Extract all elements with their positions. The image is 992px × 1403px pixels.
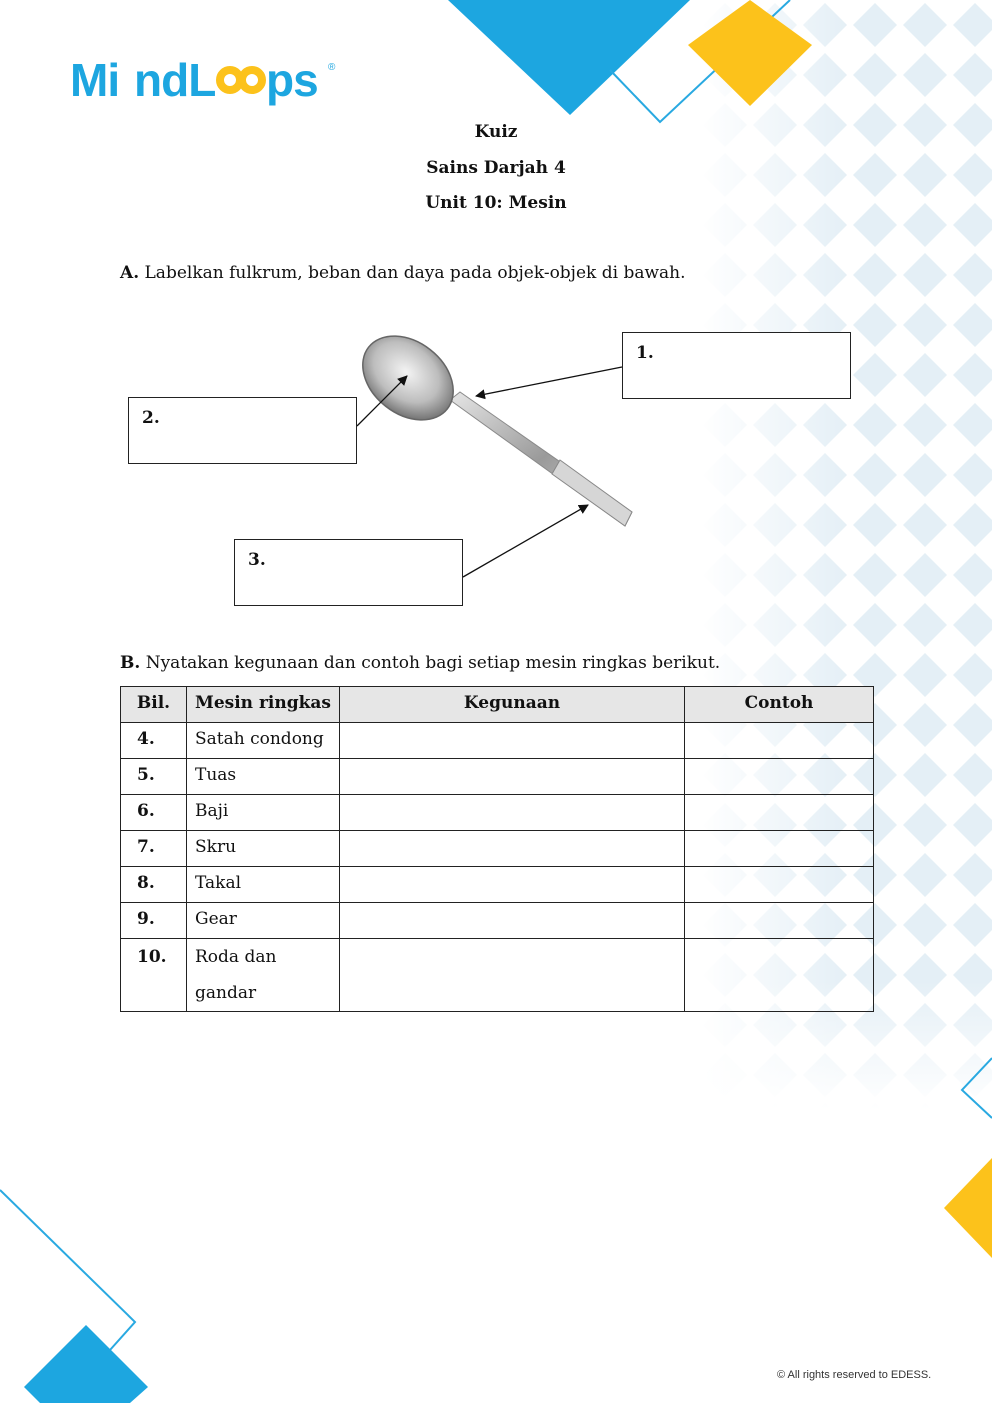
unit-title: Unit 10: Mesin — [425, 193, 567, 213]
svg-text:®: ® — [328, 62, 336, 73]
spoon-image — [346, 319, 632, 526]
section-b-heading — [120, 653, 720, 673]
use-cell[interactable] — [340, 939, 685, 1012]
row-number: 5. — [121, 759, 187, 795]
use-cell[interactable] — [340, 759, 685, 795]
page-subtitle: Sains Darjah 4 — [426, 158, 566, 178]
machine-name: Satah condong — [187, 723, 340, 759]
label-box-2-number: 2. — [142, 408, 160, 428]
example-cell[interactable] — [685, 867, 874, 903]
label-box-3-number: 3. — [248, 550, 266, 570]
machine-name: Roda dan gandar — [187, 939, 340, 1012]
label-box-2[interactable] — [128, 397, 357, 464]
row-number: 4. — [121, 723, 187, 759]
use-cell[interactable] — [340, 903, 685, 939]
section-b-instruction: Nyatakan kegunaan dan contoh bagi setiap mesin ringkas berikut. — [145, 653, 721, 673]
label-box-1-number: 1. — [636, 343, 654, 363]
label-box-3[interactable] — [234, 539, 463, 606]
machine-name: Skru — [187, 831, 340, 867]
table-row — [121, 795, 874, 831]
svg-text:ndL: ndL — [134, 54, 216, 106]
label-box-1[interactable] — [622, 332, 851, 399]
machine-name: Tuas — [187, 759, 340, 795]
use-cell[interactable] — [340, 867, 685, 903]
section-b-letter: B. — [120, 653, 141, 673]
machine-name: Baji — [187, 795, 340, 831]
example-cell[interactable] — [685, 759, 874, 795]
row-number: 9. — [121, 903, 187, 939]
svg-text:Mi: Mi — [70, 54, 120, 106]
table-row — [121, 831, 874, 867]
column-header-bil: Bil. — [121, 687, 187, 723]
spoon-diagram — [0, 0, 992, 640]
arrow-label-3 — [463, 505, 588, 577]
use-cell[interactable] — [340, 831, 685, 867]
table-row — [121, 759, 874, 795]
example-cell[interactable] — [685, 795, 874, 831]
row-number: 7. — [121, 831, 187, 867]
use-cell[interactable] — [340, 795, 685, 831]
svg-text:ps: ps — [266, 54, 318, 106]
use-cell[interactable] — [340, 723, 685, 759]
arrow-label-1 — [476, 367, 622, 396]
example-cell[interactable] — [685, 903, 874, 939]
table-row — [121, 723, 874, 759]
machine-name: Takal — [187, 867, 340, 903]
row-number: 6. — [121, 795, 187, 831]
table-row — [121, 939, 874, 1012]
example-cell[interactable] — [685, 939, 874, 1012]
table-row — [121, 903, 874, 939]
example-cell[interactable] — [685, 723, 874, 759]
table-row — [121, 867, 874, 903]
row-number: 8. — [121, 867, 187, 903]
page-title: Kuiz — [474, 122, 518, 142]
column-header-use: Kegunaan — [340, 687, 685, 723]
column-header-machine: Mesin ringkas — [187, 687, 340, 723]
simple-machines-table — [120, 686, 874, 1012]
row-number: 10. — [121, 939, 187, 1012]
section-a-instruction: Labelkan fulkrum, beban dan daya pada objek-objek di bawah. — [144, 263, 686, 283]
section-a-letter: A. — [120, 263, 140, 283]
example-cell[interactable] — [685, 831, 874, 867]
table-header-row — [121, 687, 874, 723]
machine-name: Gear — [187, 903, 340, 939]
column-header-example: Contoh — [685, 687, 874, 723]
copyright-footer: © All rights reserved to EDESS. — [777, 1369, 932, 1381]
